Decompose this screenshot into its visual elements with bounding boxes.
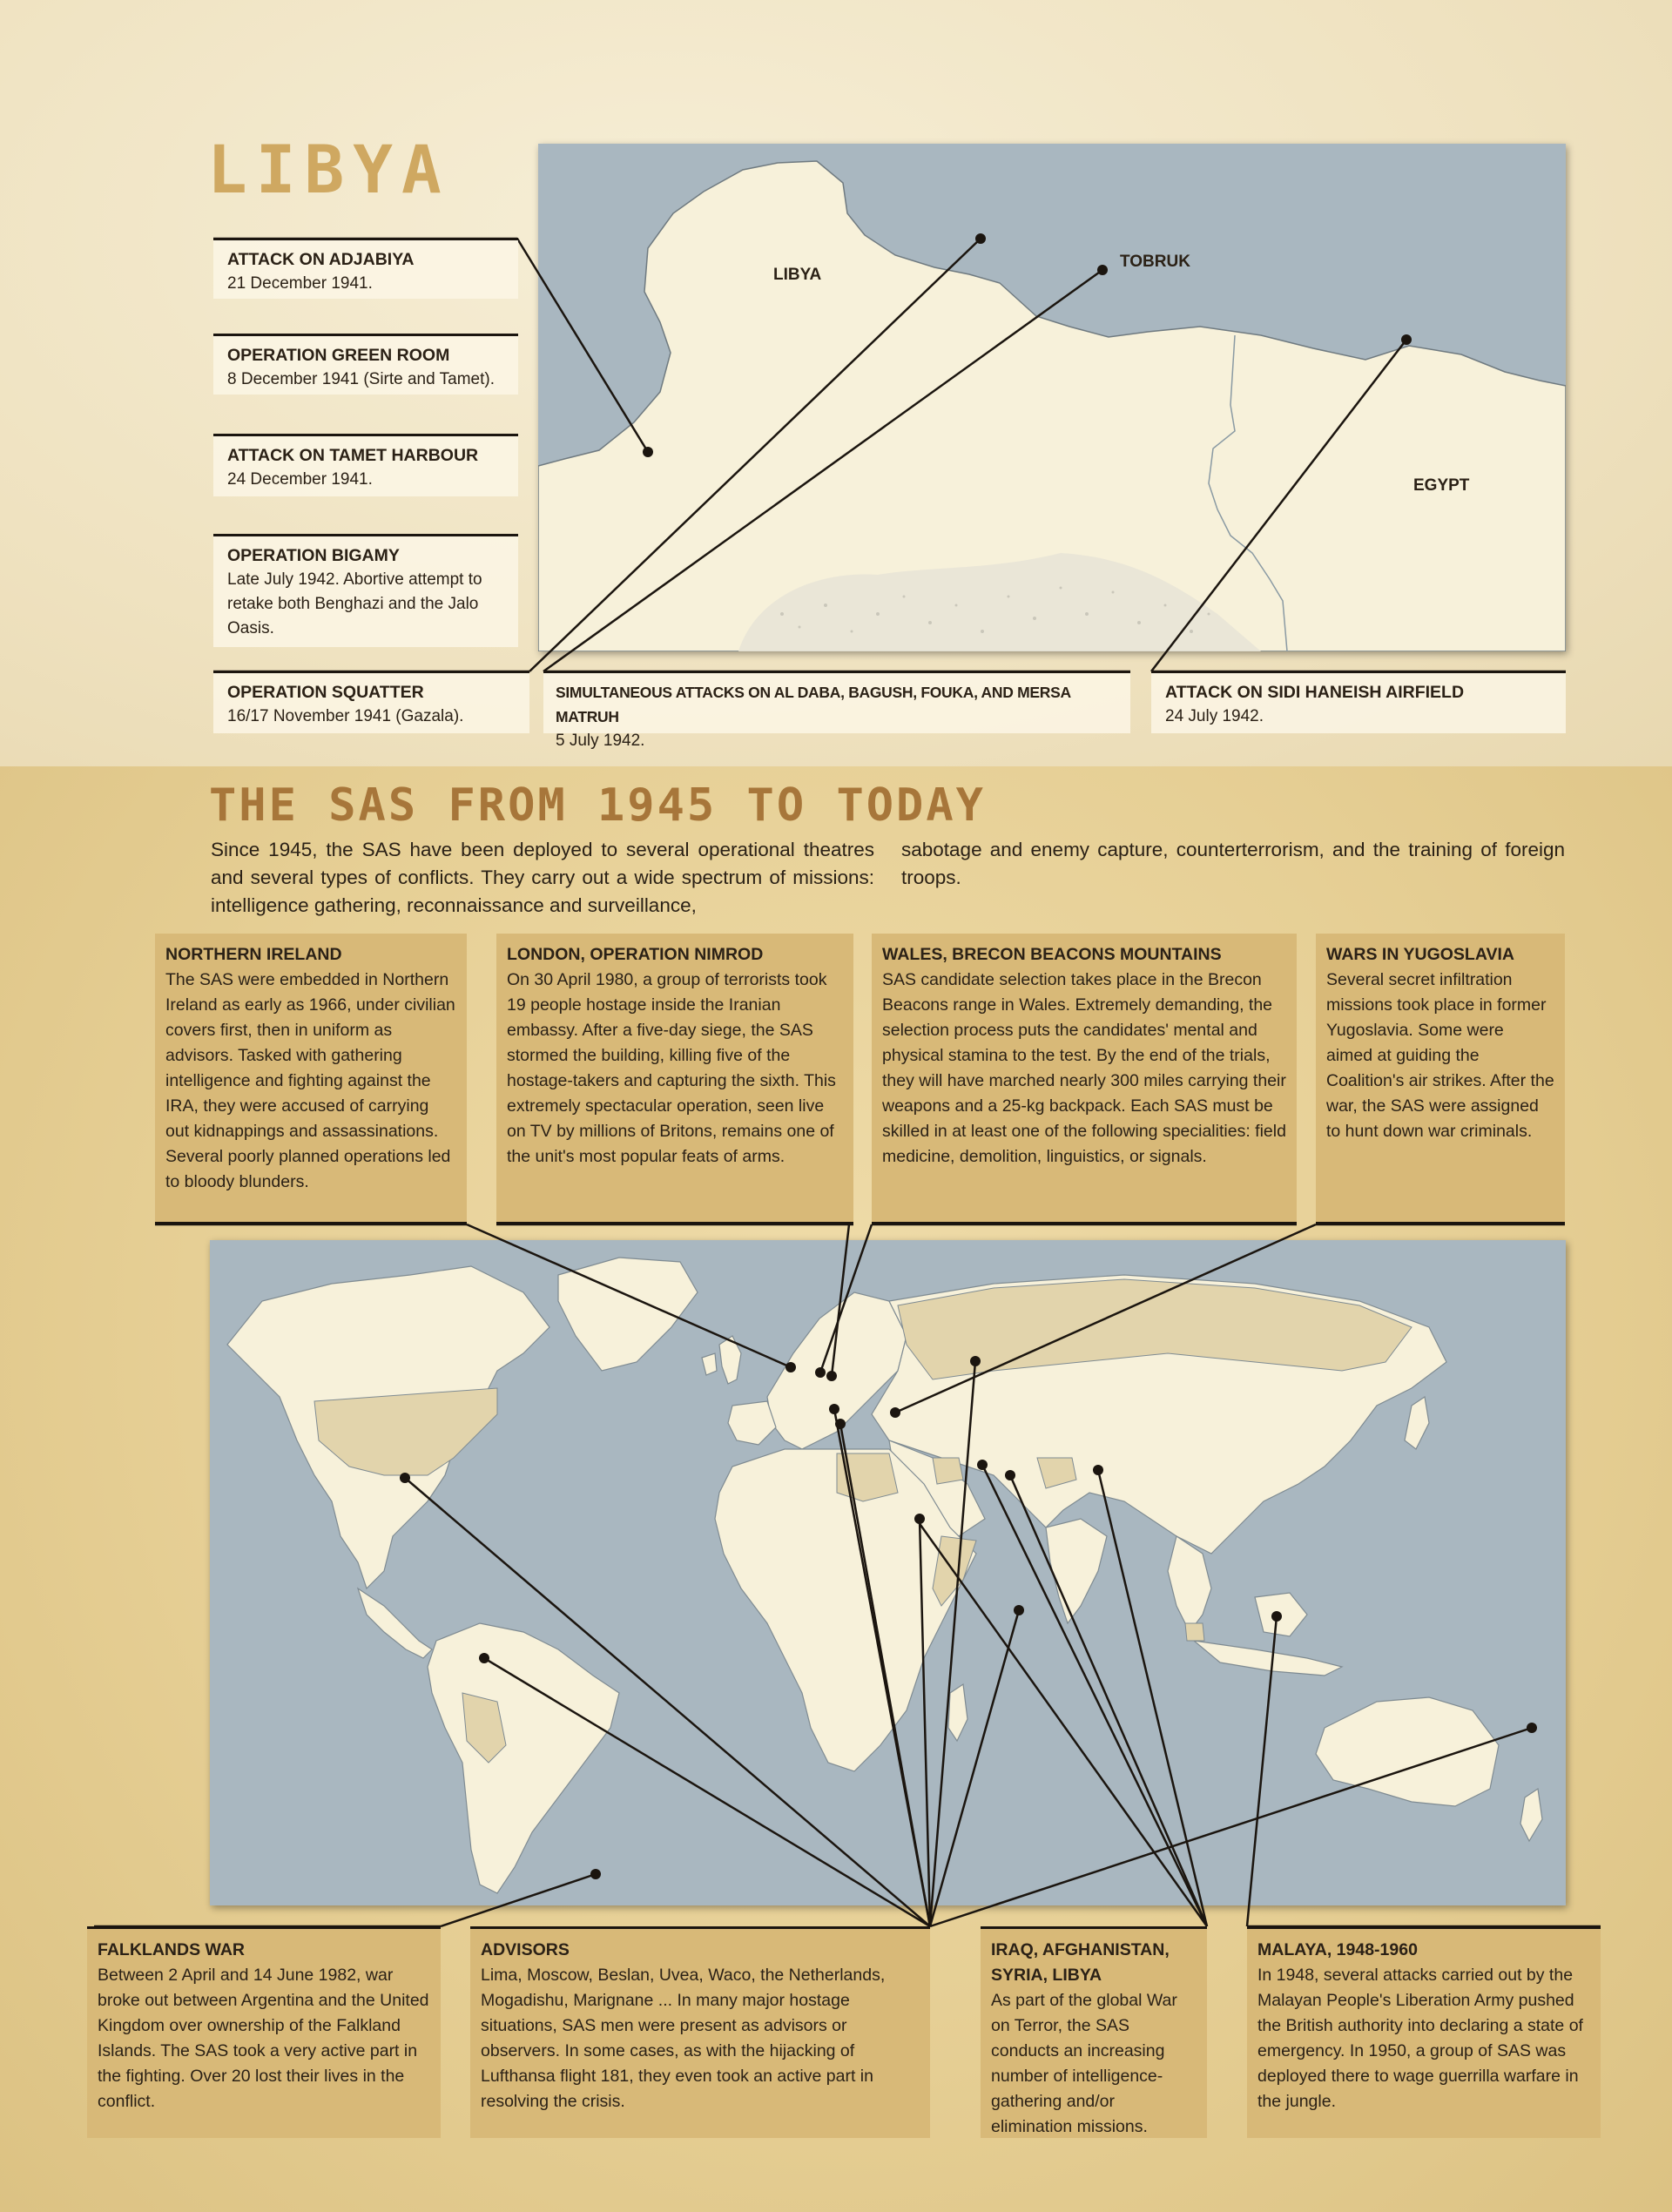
marker-northern-ireland [785, 1362, 796, 1372]
box-title: MALAYA, 1948-1960 [1257, 1940, 1418, 1959]
op-title: OPERATION BIGAMY [227, 546, 400, 565]
sas-title: THE SAS FROM 1945 TO TODAY [209, 779, 986, 832]
marker-netherlands [829, 1404, 839, 1414]
op-text: 5 July 1942. [556, 732, 645, 750]
marker-wales [815, 1367, 826, 1378]
box-text: On 30 April 1980, a group of terrorists took 19 people hostage inside the Iranian embassy. After a five-day siege, the SAS stormed the building, killing five of the hostage-takers and capturing the sixth. This extremely spectacular operation, seen live on TV by millions of Britons, remains one of the unit's most popular feats of arms. [507, 970, 836, 1166]
box-text: As part of the global War on Terror, the SAS conducts an increasing number of intelligence-gathering and/or elimination missions. [991, 1991, 1177, 2136]
marker-iraq [1005, 1470, 1015, 1480]
op-title: OPERATION SQUATTER [227, 683, 424, 702]
box-title: WARS IN YUGOSLAVIA [1326, 945, 1514, 964]
box-text: Several secret infiltration missions took place in former Yugoslavia. Some were aimed at guiding the Coalition's air strikes. After the war, the SAS were assigned to hunt down war criminals. [1326, 970, 1554, 1141]
op-title: OPERATION GREEN ROOM [227, 346, 450, 365]
marker-yugoslavia [890, 1407, 900, 1418]
marker-lima [479, 1653, 489, 1663]
op-title: ATTACK ON TAMET HARBOUR [227, 446, 479, 465]
box-text: In 1948, several attacks carried out by the Malayan People's Liberation Army pushed the British authority into declaring a state of emergency. In 1950, a group of SAS was deployed there to wage guerrilla warfare in the jungle. [1257, 1966, 1583, 2111]
marker-falklands [590, 1869, 601, 1879]
marker-waco [400, 1473, 410, 1483]
marker-malaya [1271, 1611, 1282, 1622]
marker-moscow [970, 1356, 981, 1366]
box-text: The SAS were embedded in Northern Ireland as early as 1966, under civilian covers first, then in uniform as advisors. Tasked with gathering intelligence and fighting against the IRA, they were accused of carrying out kidnappings and assassinations. Several poorly planned operations led to bloody blunders. [165, 970, 455, 1191]
op-text: 24 December 1941. [227, 470, 373, 489]
box-advisors [470, 1926, 930, 2138]
box-title: IRAQ, AFGHANISTAN, SYRIA, LIBYA [991, 1940, 1170, 1985]
op-title: SIMULTANEOUS ATTACKS ON AL DABA, BAGUSH, FOUKA, AND MERSA MATRUH [556, 684, 1071, 725]
op-text: 21 December 1941. [227, 274, 373, 293]
op-title: ATTACK ON SIDI HANEISH AIRFIELD [1165, 683, 1465, 702]
marker-afghanistan [1093, 1465, 1103, 1475]
marker-marignane [835, 1419, 846, 1429]
box-title: NORTHERN IRELAND [165, 945, 342, 964]
map-label-libya: LIBYA [773, 266, 822, 284]
box-iraq-afghanistan [981, 1926, 1207, 2138]
box-title: FALKLANDS WAR [98, 1940, 245, 1959]
marker-uvea [1527, 1723, 1537, 1733]
intro-right: sabotage and enemy capture, counterterrorism, and the training of foreign troops. [901, 839, 1565, 888]
box-title: ADVISORS [481, 1940, 570, 1959]
op-text: 8 December 1941 (Sirte and Tamet). [227, 370, 495, 388]
op-text: 24 July 1942. [1165, 707, 1264, 725]
op-text: 16/17 November 1941 (Gazala). [227, 707, 464, 725]
marker-mogadishu [1014, 1605, 1024, 1615]
map-label-egypt: EGYPT [1413, 476, 1470, 495]
box-title: WALES, BRECON BEACONS MOUNTAINS [882, 945, 1222, 964]
op-title: ATTACK ON ADJABIYA [227, 250, 415, 269]
marker-syria [977, 1460, 988, 1470]
box-title: LONDON, OPERATION NIMROD [507, 945, 764, 964]
box-malaya [1247, 1926, 1601, 2138]
intro-left: Since 1945, the SAS have been deployed to several operational theatres and several types of conflicts. They carry out a wide spectrum of missions: intelligence gathering, reconnaissance and surveillance, [211, 839, 874, 916]
box-text: Lima, Moscow, Beslan, Uvea, Waco, the Netherlands, Mogadishu, Marignane ... In many major hostage situations, SAS men were present as advisors or observers. In some cases, as with the hijacking of Lufthansa flight 181, they even took an active part in resolving the crisis. [481, 1966, 886, 2111]
map-label-tobruk: TOBRUK [1120, 253, 1190, 271]
marker-libya [914, 1514, 925, 1524]
box-falklands [87, 1926, 441, 2138]
libya-title: LIBYA [207, 131, 450, 208]
box-text: SAS candidate selection takes place in the Brecon Beacons range in Wales. Extremely demanding, the selection process puts the candidates' mental and physical stamina to the test. By the end of the trials, they will have marched nearly 300 miles carrying their weapons and a 25-kg backpack. Each SAS must be skilled in at least one of the following specialities: field medicine, demolition, linguistics, or signals. [882, 970, 1286, 1166]
marker-london [826, 1371, 837, 1381]
box-text: Between 2 April and 14 June 1982, war broke out between Argentina and the United Kingdom over ownership of the Falkland Islands. The SAS took a very active part in the fighting. Over 20 lost their lives in the conflict. [98, 1966, 429, 2111]
op-text: Late July 1942. Abortive attempt to retake both Benghazi and the Jalo Oasis. [227, 570, 482, 637]
